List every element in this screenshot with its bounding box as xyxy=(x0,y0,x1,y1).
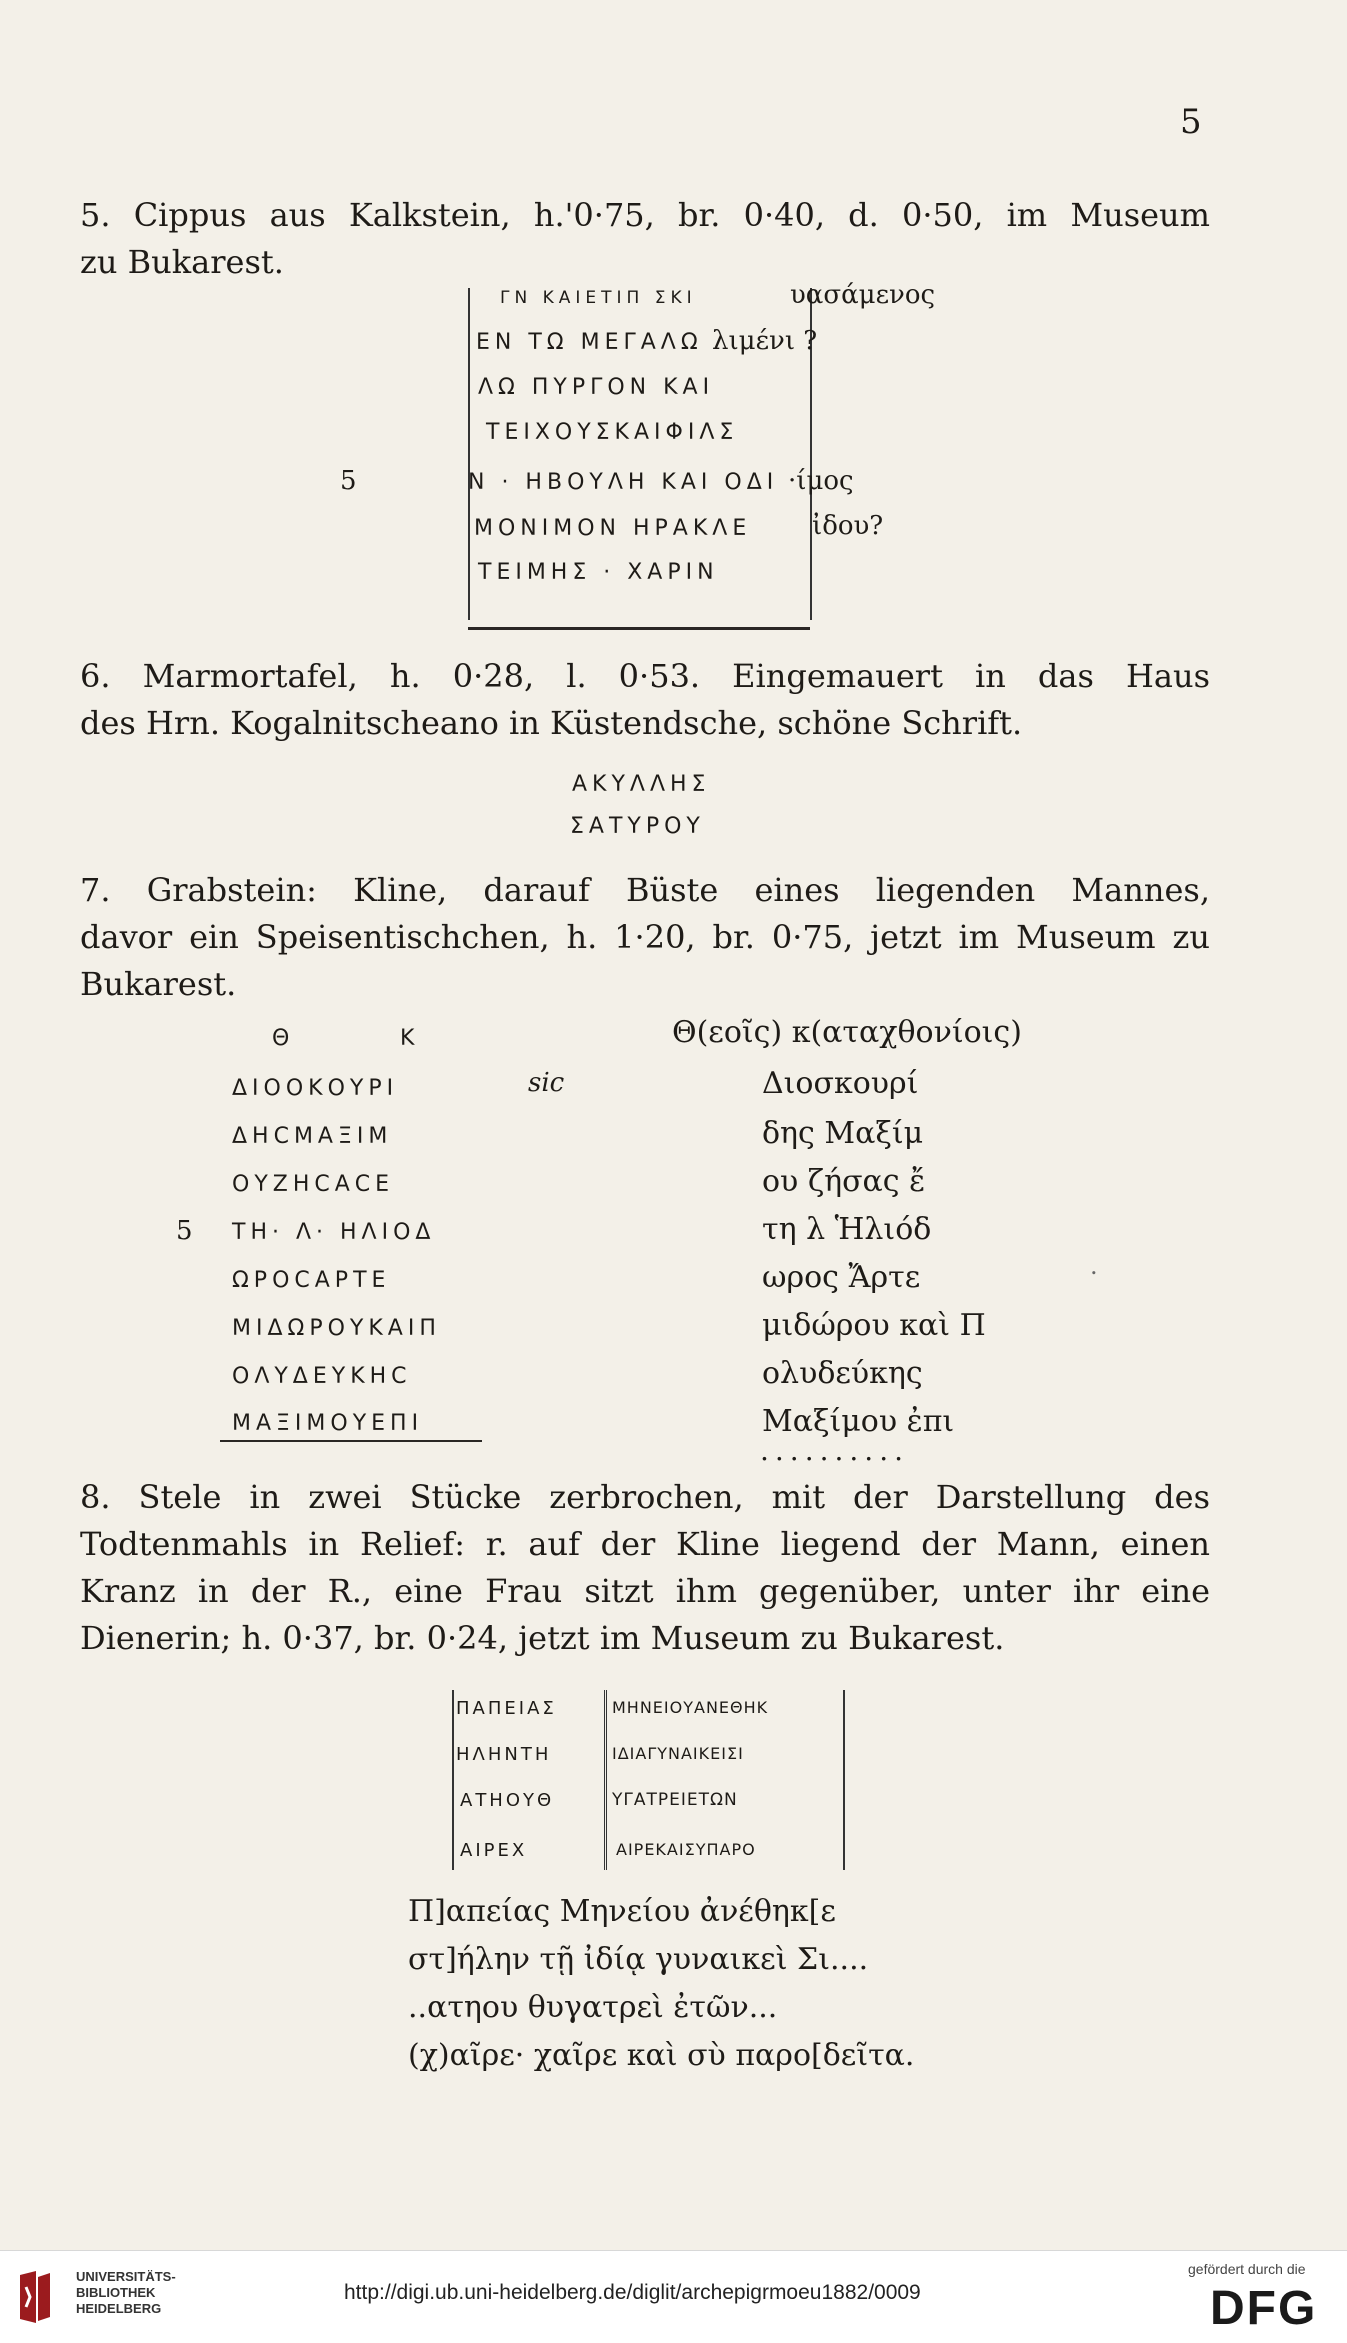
library-name xyxy=(76,2269,176,2317)
transcription-line: ου ζήσας ἔ xyxy=(762,1164,926,1199)
transcription-line: (χ)αῖρε· χαῖρε καὶ σὺ παρο[δεῖτα. xyxy=(408,2038,915,2073)
viewer-footer xyxy=(0,2250,1347,2343)
transcription-line: στ]ήλην τῇ ἰδίᾳ γυναικεὶ Σι.... xyxy=(408,1942,869,1977)
inscription-line: ΥΓΑΤΡΕΙΕΤΩΝ xyxy=(612,1790,738,1810)
lacuna-dots: .......... xyxy=(760,1434,910,1467)
transcription-line: Π]απείας Μηνείου ἀνέθηκ[ε xyxy=(408,1894,836,1929)
inscription-line: ΤΕΙΧΟΥΣΚΑΙΦΙΛΣ xyxy=(486,420,739,445)
inscription-line: ΔΗCΜΑΞΙΜ xyxy=(232,1124,393,1149)
inscription-line: ΙΔΙΑΓΥΝΑΙΚΕΙΣΙ xyxy=(612,1744,744,1763)
inscription-line: ΕΝ ΤΩ ΜΕΓΑΛΩ xyxy=(476,330,703,355)
library-name-line: UNIVERSITÄTS- xyxy=(76,2269,176,2284)
inscription-line: ΔΙΟΟΚΟΥΡΙ xyxy=(232,1076,399,1101)
transcription-line: Μαξίμου ἐπι xyxy=(762,1404,955,1439)
transcription-line: τη λ Ἡλιόδ xyxy=(762,1212,932,1247)
transcription-line: ..ατηου θυγατρεὶ ἐτῶν... xyxy=(408,1990,778,2025)
text-line: des Hrn. Kogalnitscheano in Küstendsche, schöne Schrift. xyxy=(80,704,1023,742)
text-line: 8. Stele in zwei Stücke zerbrochen, mit der Darstellung des xyxy=(80,1478,1210,1516)
transcription-line: δης Μαξίμ xyxy=(762,1116,924,1151)
inscription-line: ΜΗΝΕΙΟΥΑΝΕΘΗΚ xyxy=(612,1698,769,1717)
inscription-rule xyxy=(468,627,810,630)
inscription-line: ΑΙΡΕΧ xyxy=(460,1840,528,1861)
stray-mark: . xyxy=(1090,1252,1098,1280)
inscription-line: ΛΩ ΠΥΡΓΟΝ ΚΑΙ xyxy=(478,375,715,400)
transcription-line: ολυδεύκης xyxy=(762,1356,923,1391)
section-8-text xyxy=(80,1474,1210,1662)
inscription-line: ΤΕΙΜΗΣ · ΧΑΡΙΝ xyxy=(478,560,719,585)
section-6-text xyxy=(80,653,1210,747)
inscription-rule xyxy=(220,1440,482,1442)
inscription-line: ΠΑΠΕΙΑΣ xyxy=(456,1698,557,1719)
transcription-line: λιμένι ? xyxy=(712,326,818,356)
line-number: 5 xyxy=(176,1216,193,1246)
inscription-line: ΗΛΗΝΤΗ xyxy=(456,1744,552,1765)
inscription-line: ΤΗ· Λ· ΗΛΙΟΔ xyxy=(232,1220,436,1245)
inscription-line: ΑΙΡΕΚΑΙΣΥΠΑΡΟ xyxy=(616,1840,756,1859)
text-line: Bukarest. xyxy=(80,965,237,1003)
inscription-line: ΜΟΝΙΜΟΝ ΗΡΑΚΛΕ xyxy=(474,516,752,541)
source-url[interactable]: http://digi.ub.uni-heidelberg.de/diglit/archepigrmoeu1882/0009 xyxy=(344,2281,921,2304)
inscription-line: ΩΡΟCΑΡΤΕ xyxy=(232,1268,391,1293)
inscription-line: ΑΤΗΟΥΘ xyxy=(460,1790,555,1811)
transcription-line: ·ίμος xyxy=(788,466,854,496)
inscription-line: ΜΑΞΙΜΟΥΕΠΙ xyxy=(232,1411,424,1436)
funding-note: gefördert durch die xyxy=(1188,2261,1306,2277)
inscription-line: ΑΚΥΛΛΗΣ xyxy=(572,772,711,797)
transcription-line: μιδώρου καὶ Π xyxy=(762,1308,986,1343)
section-5-text xyxy=(80,192,1210,286)
library-name-line: BIBLIOTHEK xyxy=(76,2285,156,2300)
section-7-text xyxy=(80,867,1210,1008)
text-line: zu Bukarest. xyxy=(80,243,284,281)
sic-note: sic xyxy=(528,1068,565,1098)
inscription-line: ΣΑΤΥΡΟΥ xyxy=(570,814,705,839)
dfg-logo: DFG xyxy=(1210,2282,1318,2335)
inscription-line: ΓΝ ΚΑΙΕΤΙΠ ΣΚΙ xyxy=(500,288,697,308)
text-line: Kranz in der R., eine Frau sitzt ihm gegenüber, unter ihr eine xyxy=(80,1572,1210,1610)
text-line: 7. Grabstein: Kline, darauf Büste eines liegenden Mannes, xyxy=(80,871,1210,909)
inscription-line: Ν · ΗΒΟΥΛΗ ΚΑΙ ΟΔΙ xyxy=(468,470,779,495)
line-number: 5 xyxy=(340,466,357,496)
transcription-line: ἰδου? xyxy=(812,511,884,541)
transcription-line: υασάμενος xyxy=(790,280,936,310)
page-number: 5 xyxy=(1180,102,1202,142)
text-line: Dienerin; h. 0·37, br. 0·24, jetzt im Museum zu Bukarest. xyxy=(80,1619,1005,1657)
text-line: 5. Cippus aus Kalkstein, h.'0·75, br. 0·40, d. 0·50, im Museum xyxy=(80,196,1210,234)
text-line: 6. Marmortafel, h. 0·28, l. 0·53. Eingemauert in das Haus xyxy=(80,657,1210,695)
library-logo-icon xyxy=(14,2267,54,2327)
inscription-header: Κ xyxy=(400,1026,420,1051)
text-line: Todtenmahls in Relief: r. auf der Kline liegend der Mann, einen xyxy=(80,1525,1210,1563)
library-name-line: HEIDELBERG xyxy=(76,2301,162,2316)
inscription-line: ΜΙΔΩΡΟΥΚΑΙΠ xyxy=(232,1316,441,1341)
inscription-line: ΟΛΥΔΕΥΚΗC xyxy=(232,1364,412,1389)
transcription-line: ωρος Ἄρτε xyxy=(762,1260,921,1295)
inscription-line: ΟΥΖΗCΑCΕ xyxy=(232,1172,395,1197)
inscription-header: Θ xyxy=(272,1026,295,1051)
text-line: davor ein Speisentischchen, h. 1·20, br. 0·75, jetzt im Museum zu xyxy=(80,918,1210,956)
transcription-line: Διοσκουρί xyxy=(762,1066,919,1101)
transcription-header: Θ(εοῖς) κ(αταχθονίοις) xyxy=(672,1015,1022,1050)
